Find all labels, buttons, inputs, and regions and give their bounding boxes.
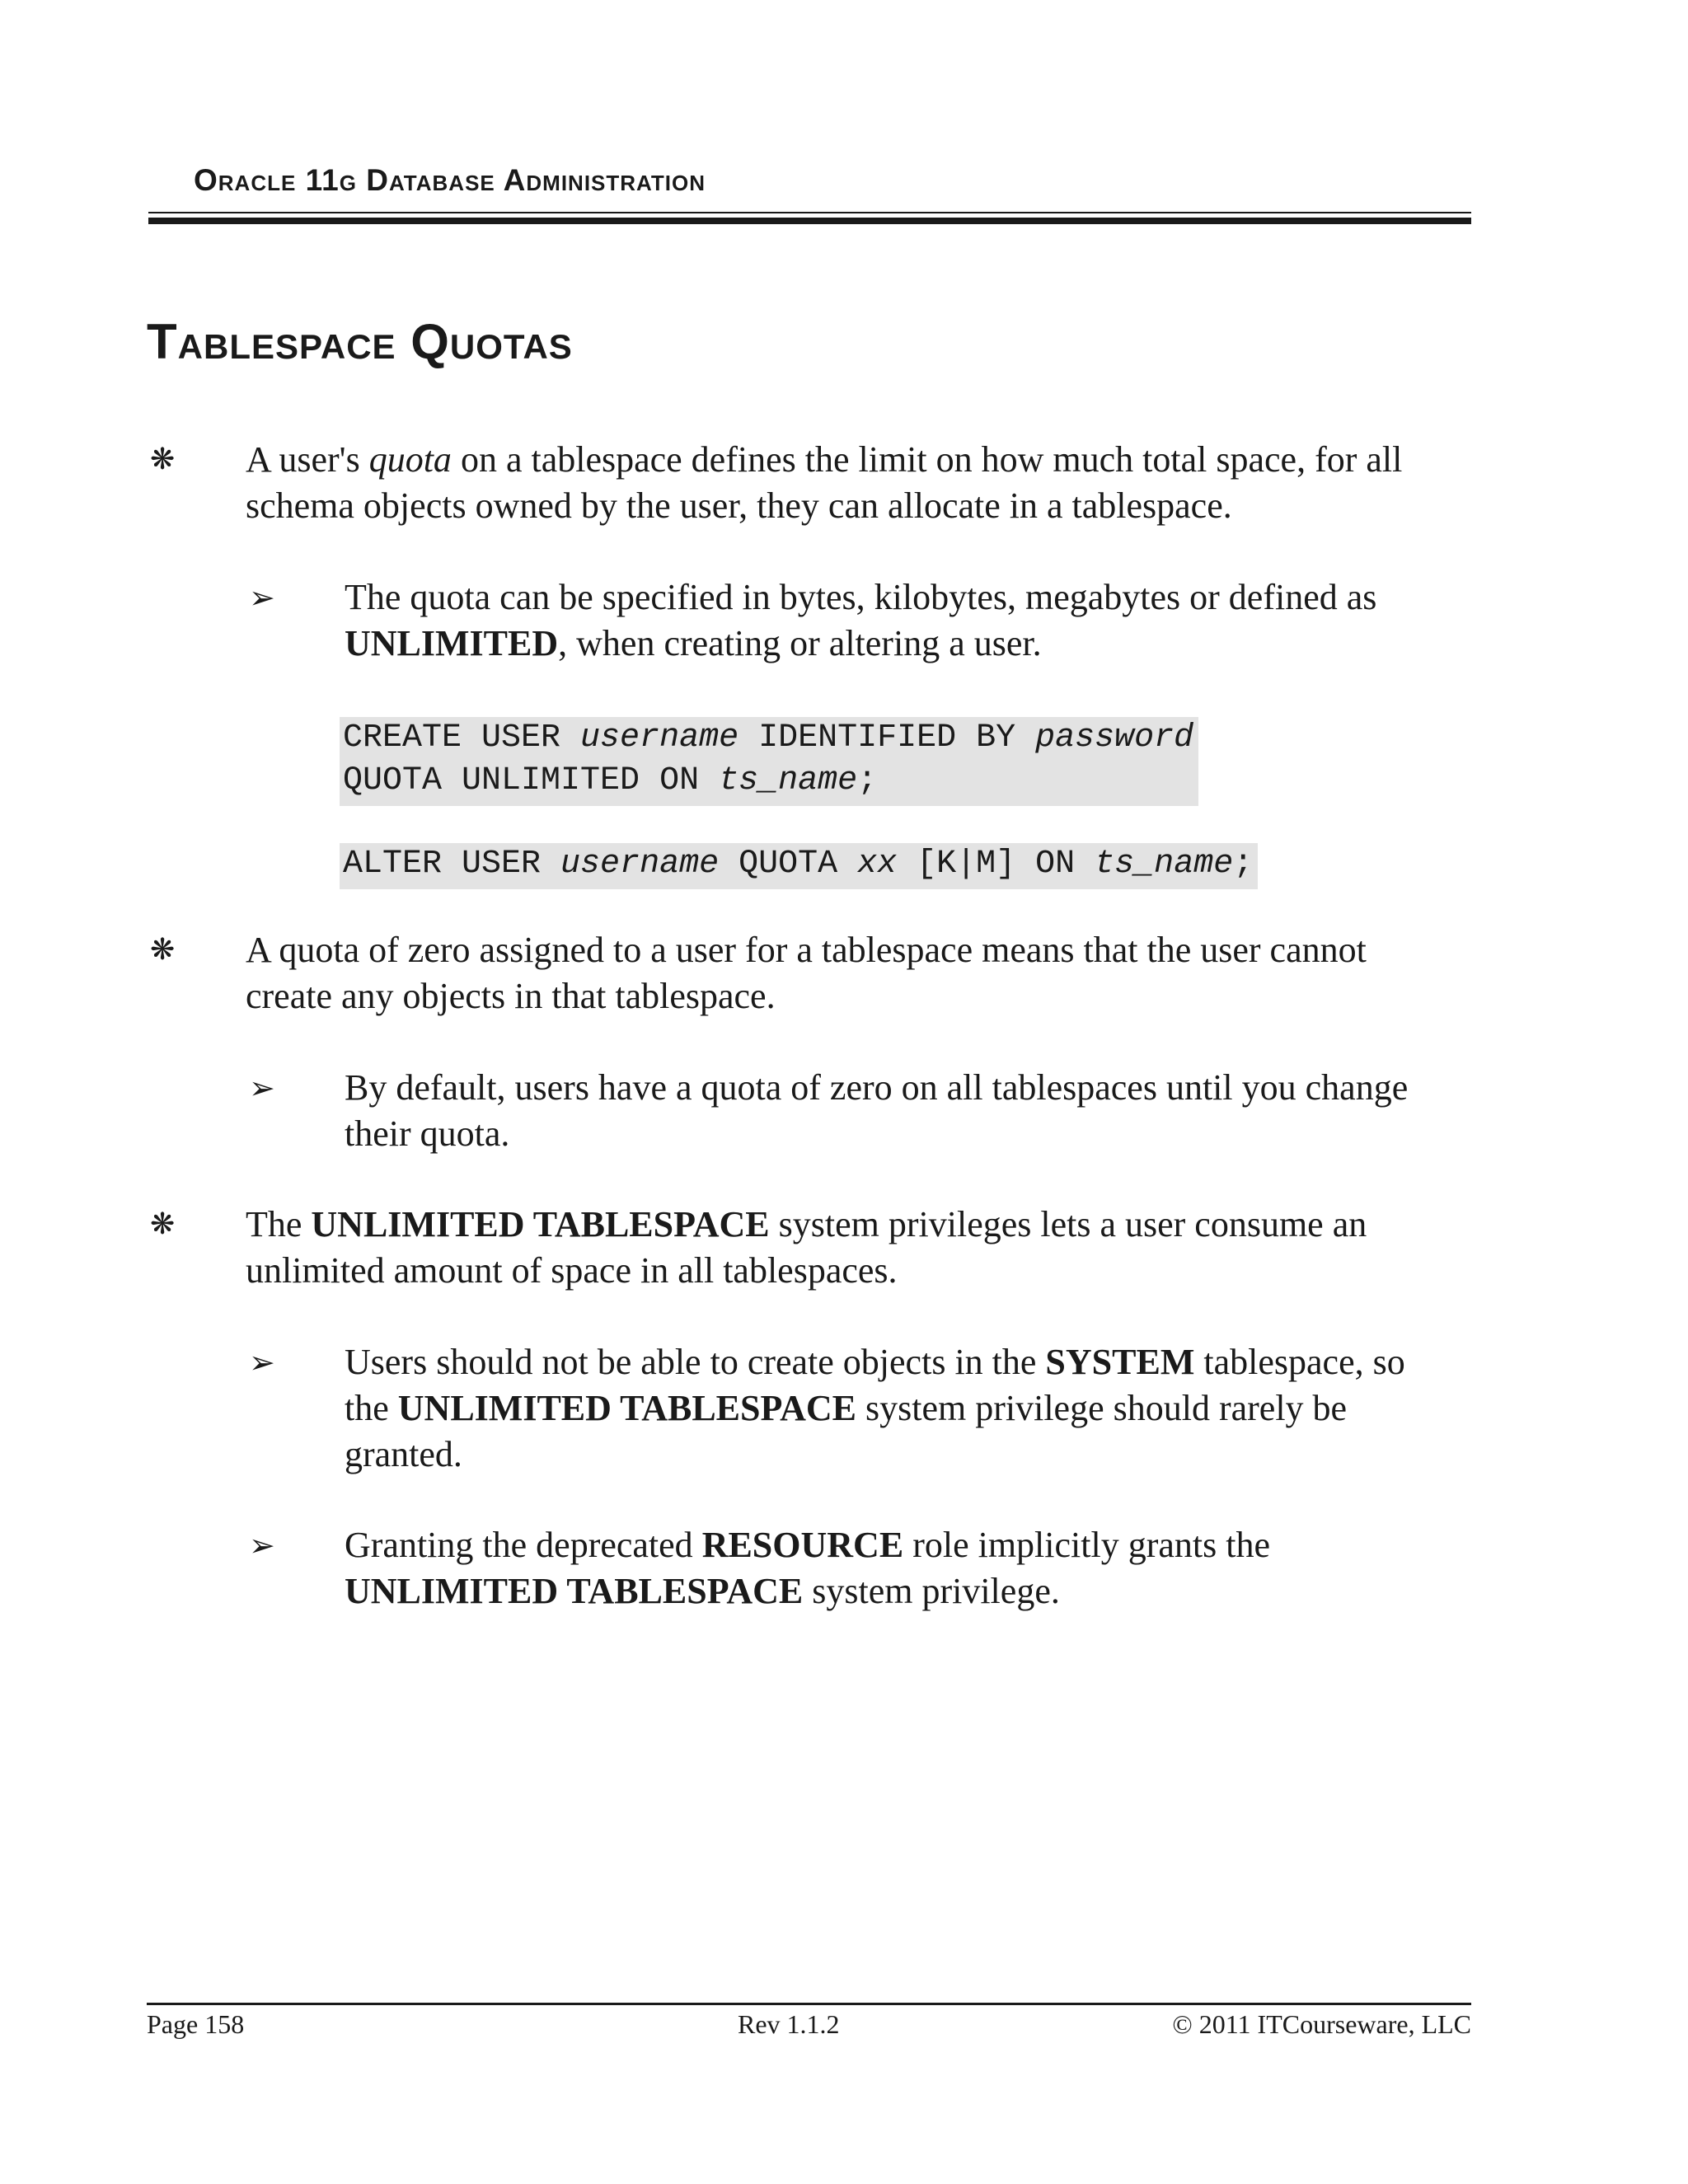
text: system privilege should rarely be (856, 1388, 1348, 1428)
subbullet-2-line-1: By default, users have a quota of zero on all tablespaces until you change (345, 1067, 1409, 1108)
bullet-2 (246, 927, 1482, 1019)
bullet-2-line-2: create any objects in that tablespace. (246, 976, 776, 1016)
text: Granting the deprecated (345, 1525, 702, 1565)
code-text: IDENTIFIED BY (738, 719, 1036, 757)
subbullet-4 (345, 1522, 1498, 1615)
bold-unlimited: UNLIMITED (345, 623, 559, 663)
code-text: ; (857, 762, 878, 799)
text: on a tablespace defines the limit on how much total space, for all (451, 439, 1403, 480)
subbullet-4-line-2 (345, 1568, 1498, 1615)
text: A user's (246, 439, 369, 480)
emphasis-quota: quota (368, 439, 452, 480)
code-text: ; (1233, 846, 1254, 883)
code-placeholder: xx (857, 846, 898, 883)
code-create-user (340, 717, 1198, 806)
bullet-3-line-1 (246, 1202, 1482, 1248)
text: role implicitly grants the (903, 1525, 1270, 1565)
bold-unlimited-tablespace: UNLIMITED TABLESPACE (345, 1571, 804, 1611)
code-placeholder: ts_name (1095, 846, 1234, 883)
running-header-title: Oracle 11g Database Administration (194, 163, 706, 197)
bold-unlimited-tablespace: UNLIMITED TABLESPACE (397, 1388, 856, 1428)
page-title: Tablespace Quotas (147, 314, 573, 369)
subbullet-2-line-2: their quota. (345, 1113, 510, 1154)
footer-page-number: Page 158 (147, 2009, 245, 2039)
bold-resource: RESOURCE (701, 1525, 904, 1565)
code-text: CREATE USER (343, 719, 581, 757)
subbullet-4-line-1 (345, 1522, 1498, 1568)
subbullet-1 (345, 574, 1498, 667)
text: , when creating or altering a user. (558, 623, 1042, 663)
arrow-bullet-icon: ➢ (249, 1070, 275, 1106)
footer-copyright: © 2011 ITCourseware, LLC (1172, 2009, 1471, 2039)
bullet-1-line-2: schema objects owned by the user, they can allocate in a tablespace. (246, 485, 1232, 526)
code-placeholder: password (1035, 719, 1194, 757)
text: tablespace, so (1194, 1342, 1405, 1382)
subbullet-1-line-2 (345, 621, 1498, 667)
code-placeholder: username (580, 719, 739, 757)
text: the (345, 1388, 398, 1428)
bullet-1 (246, 437, 1482, 529)
subbullet-3-line-3: granted. (345, 1434, 462, 1474)
bold-unlimited-tablespace: UNLIMITED TABLESPACE (311, 1204, 770, 1244)
bullet-3-line-2: unlimited amount of space in all tablespaces. (246, 1250, 898, 1291)
code-text: QUOTA (719, 846, 858, 883)
text: The (246, 1204, 312, 1244)
subbullet-3-line-1 (345, 1339, 1498, 1385)
subbullet-3 (345, 1339, 1498, 1478)
text: system privileges lets a user consume an (769, 1204, 1367, 1244)
code-text: QUOTA UNLIMITED ON (343, 762, 720, 799)
snowflake-bullet-icon: ❋ (150, 443, 176, 476)
code-placeholder: ts_name (719, 762, 858, 799)
bold-system: SYSTEM (1045, 1342, 1195, 1382)
bullet-1-line-1 (246, 437, 1482, 483)
subbullet-3-line-2 (345, 1385, 1498, 1432)
header-rule-thin (148, 212, 1471, 213)
arrow-bullet-icon: ➢ (249, 1344, 275, 1380)
code-text: ALTER USER (343, 846, 561, 883)
snowflake-bullet-icon: ❋ (150, 1207, 176, 1241)
text: system privilege. (803, 1571, 1060, 1611)
footer-revision: Rev 1.1.2 (738, 2009, 840, 2039)
bullet-2-line-1: A quota of zero assigned to a user for a tablespace means that the user cannot (246, 930, 1367, 970)
arrow-bullet-icon: ➢ (249, 579, 275, 616)
arrow-bullet-icon: ➢ (249, 1527, 275, 1563)
code-placeholder: username (560, 846, 720, 883)
subbullet-2 (345, 1065, 1498, 1157)
text: Users should not be able to create objects in the (345, 1342, 1046, 1382)
footer-rule (147, 2003, 1471, 2005)
code-alter-user (340, 843, 1258, 889)
code-text: [K|M] ON (897, 846, 1095, 883)
header-rule-thick (148, 218, 1471, 224)
bullet-3 (246, 1202, 1482, 1294)
snowflake-bullet-icon: ❋ (150, 933, 176, 967)
subbullet-1-line-1: The quota can be specified in bytes, kilobytes, megabytes or defined as (345, 577, 1377, 617)
